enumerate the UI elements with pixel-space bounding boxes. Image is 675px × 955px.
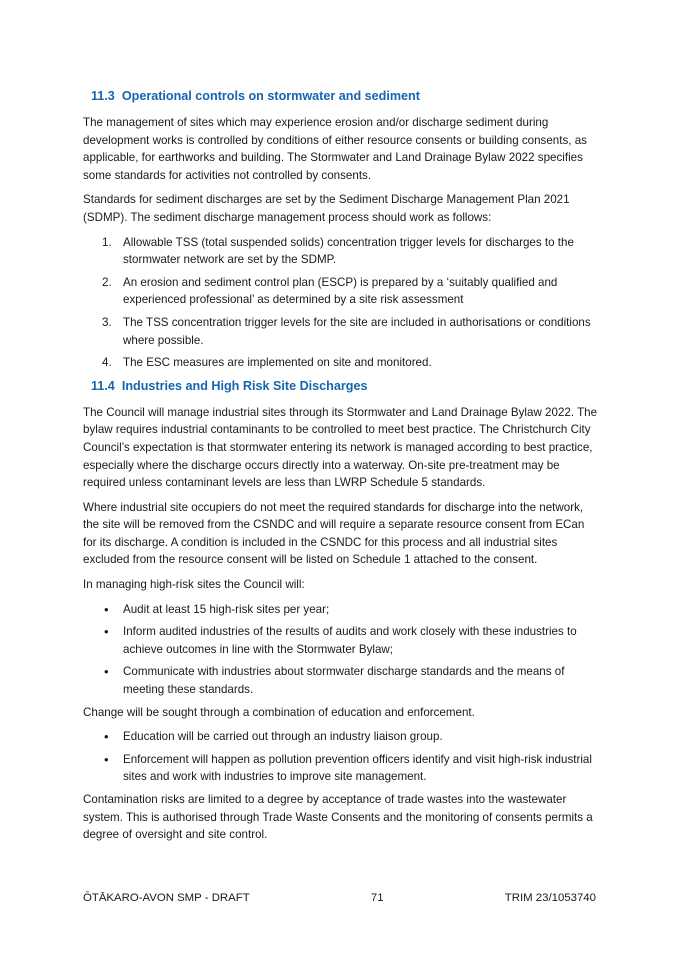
list-text: Education will be carried out through an industry liaison group. [123, 730, 443, 744]
list-text: Inform audited industries of the results of audits and work closely with these industries to achieve outcomes in line with the Stormwater Bylaw; [123, 625, 577, 656]
section-11-4-heading [91, 377, 598, 395]
list-text: Allowable TSS (total suspended solids) concentration trigger levels for discharges to the stormwater network are set by the SDMP. [123, 235, 574, 267]
list-item [83, 751, 598, 786]
paragraph: Standards for sediment discharges are set by the Sediment Discharge Management Plan 2021 (SDMP). The sediment discharge management process should work as follows: [83, 193, 570, 224]
bullet-icon: • [104, 729, 109, 745]
list-number: 1. [102, 235, 112, 249]
list-text: Communicate with industries about stormwater discharge standards and the means of meeting these standards. [123, 665, 565, 697]
section-title: Operational controls on stormwater and sediment [121, 89, 420, 103]
bullet-icon: • [104, 664, 109, 680]
list-item [83, 274, 598, 309]
list-text: An erosion and sediment control plan (ESCP) is prepared by a ‘suitably qualified and experienced professional’ as determined by a site risk assessment [123, 275, 558, 307]
list-item [83, 234, 598, 269]
paragraph: Contamination risks are limited to a degree by acceptance of trade wastes into the wastewater system. This is authorised through Trade Waste Consents and the monitoring of consents permits a degree of oversight and site control. [83, 793, 593, 842]
paragraph: The management of sites which may experience erosion and/or discharge sediment during development works is controlled by conditions of either resource consents or building consents, as applicable, for earthworks and building. The Stormwater and Land Drainage Bylaw 2022 specifies some standards for activities not controlled by consents. [83, 116, 587, 182]
bullet-icon: • [104, 751, 109, 767]
list-text: Enforcement will happen as pollution prevention officers identify and visit high-risk industrial sites and work with industries to improve site management. [123, 752, 592, 784]
section-number: 11.3 [91, 89, 115, 103]
paragraph: Where industrial site occupiers do not meet the required standards for discharge into the network, the site will be removed from the CSNDC and will require a separate resource consent from ECan for its discharge. A condition is included in the CSNDC for this process and all industrial sites excluded from the resource consent will be listed on Schedule 1 attached to the consent. [83, 500, 585, 567]
numbered-list [83, 234, 598, 372]
section-title: Industries and High Risk Site Discharges [121, 378, 368, 393]
section-number: 11.4 [91, 378, 115, 393]
list-item [83, 354, 598, 372]
page-footer [83, 892, 596, 904]
paragraph: Change will be sought through a combination of education and enforcement. [83, 705, 475, 719]
bullet-list [83, 601, 598, 699]
list-item [83, 728, 598, 746]
list-number: 3. [102, 315, 112, 329]
footer-page-number: 71 [370, 892, 384, 904]
list-text: The TSS concentration trigger levels for the site are included in authorisations or conditions where possible. [123, 315, 591, 347]
bullet-list [83, 728, 598, 786]
bullet-icon: • [104, 624, 109, 640]
bullet-icon: • [104, 601, 109, 617]
list-item [83, 314, 598, 349]
list-item [83, 623, 598, 658]
footer-trim-reference: TRIM 23/1053740 [504, 892, 596, 904]
list-number: 2. [102, 275, 112, 289]
page-content [83, 87, 598, 851]
list-item [83, 601, 598, 619]
section-11-3-heading [91, 87, 598, 105]
paragraph: The Council will manage industrial sites through its Stormwater and Land Drainage Bylaw 2022. The bylaw requires industrial contaminants to be controlled to meet best practice. The Christchurch City Council’s expectation is that stormwater entering its network is managed according to best practice, especially where the discharge occurs directly into a waterway. On-site pre-treatment may be required unless contaminant levels are less than LWRP Schedule 5 standards. [83, 405, 598, 490]
footer-document-title: ŌTĀKARO-AVON SMP - DRAFT [83, 892, 250, 904]
list-text: The ESC measures are implemented on site and monitored. [123, 356, 432, 370]
list-text: Audit at least 15 high-risk sites per year; [123, 602, 330, 616]
list-item [83, 663, 598, 698]
list-number: 4. [102, 356, 112, 370]
paragraph: In managing high-risk sites the Council will: [83, 578, 305, 592]
